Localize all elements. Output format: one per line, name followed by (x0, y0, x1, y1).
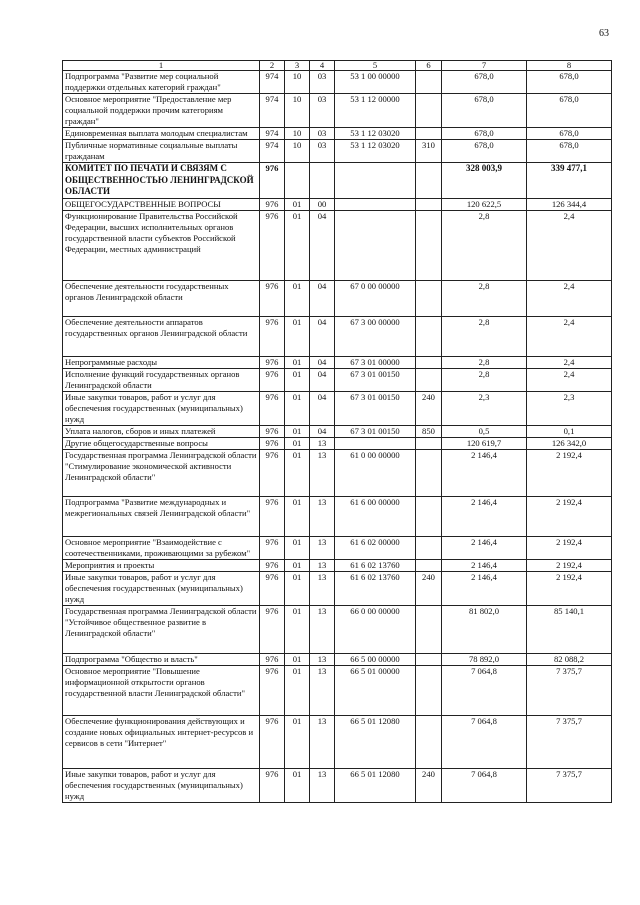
row-subsection-cell: 13 (310, 665, 335, 715)
row-ved-cell: 976 (260, 280, 285, 316)
row-section-cell: 01 (285, 437, 310, 449)
row-subsection-cell: 03 (310, 140, 335, 163)
row-amount-2-cell: 339 477,1 (527, 163, 612, 199)
row-amount-1-cell: 2,8 (442, 356, 527, 368)
row-name-cell: Другие общегосударственные вопросы (63, 437, 260, 449)
row-name-cell: Иные закупки товаров, работ и услуг для обеспечения государственных (муниципальных) нужд (63, 391, 260, 425)
row-subsection-cell: 04 (310, 356, 335, 368)
row-expense-type-cell (416, 94, 442, 128)
row-name-cell: Государственная программа Ленинградской области "Устойчивое общественное развитие в Ленинградской области" (63, 605, 260, 653)
row-expense-type-cell (416, 536, 442, 559)
row-section-cell: 01 (285, 280, 310, 316)
table-row (63, 425, 612, 437)
row-ved-cell: 976 (260, 536, 285, 559)
row-expense-type-cell: 240 (416, 768, 442, 802)
row-section-cell: 10 (285, 128, 310, 140)
row-section-cell: 01 (285, 496, 310, 536)
row-subsection-cell: 13 (310, 536, 335, 559)
table-row (63, 536, 612, 559)
row-section-cell: 10 (285, 94, 310, 128)
row-expense-type-cell (416, 715, 442, 768)
row-section-cell: 01 (285, 391, 310, 425)
row-amount-1-cell: 678,0 (442, 140, 527, 163)
row-subsection-cell: 13 (310, 496, 335, 536)
row-section-cell: 01 (285, 210, 310, 280)
table-row (63, 559, 612, 571)
row-target-article-cell: 66 5 01 12080 (335, 768, 416, 802)
row-target-article-cell: 53 1 12 03020 (335, 140, 416, 163)
row-ved-cell: 976 (260, 437, 285, 449)
row-name-cell: Основное мероприятие "Предоставление мер социальной поддержки прочим категориям граждан" (63, 94, 260, 128)
row-ved-cell: 974 (260, 94, 285, 128)
row-subsection-cell: 04 (310, 280, 335, 316)
row-amount-1-cell: 2,8 (442, 210, 527, 280)
row-target-article-cell: 61 6 02 13760 (335, 571, 416, 605)
row-amount-2-cell: 2 192,4 (527, 536, 612, 559)
row-subsection-cell: 13 (310, 715, 335, 768)
row-amount-1-cell: 120 622,5 (442, 198, 527, 210)
row-section-cell: 01 (285, 768, 310, 802)
row-ved-cell: 976 (260, 449, 285, 496)
header-cell: 8 (527, 61, 612, 71)
row-name-cell: Уплата налогов, сборов и иных платежей (63, 425, 260, 437)
row-amount-1-cell: 7 064,8 (442, 665, 527, 715)
row-ved-cell: 974 (260, 140, 285, 163)
row-subsection-cell: 04 (310, 391, 335, 425)
row-amount-1-cell: 678,0 (442, 128, 527, 140)
row-ved-cell: 976 (260, 653, 285, 665)
row-amount-1-cell: 2,3 (442, 391, 527, 425)
row-amount-2-cell: 126 344,4 (527, 198, 612, 210)
row-name-cell: Обеспечение деятельности государственных органов Ленинградской области (63, 280, 260, 316)
header-cell: 6 (416, 61, 442, 71)
row-target-article-cell (335, 163, 416, 199)
row-section-cell: 01 (285, 653, 310, 665)
row-amount-2-cell: 82 088,2 (527, 653, 612, 665)
row-ved-cell: 976 (260, 368, 285, 391)
row-amount-2-cell: 7 375,7 (527, 768, 612, 802)
table-row (63, 571, 612, 605)
table-row (63, 163, 612, 199)
table-row (63, 437, 612, 449)
row-amount-2-cell: 0,1 (527, 425, 612, 437)
header-cell: 1 (63, 61, 260, 71)
row-amount-2-cell: 2,4 (527, 368, 612, 391)
row-subsection-cell: 03 (310, 94, 335, 128)
row-amount-1-cell: 2 146,4 (442, 449, 527, 496)
header-cell: 3 (285, 61, 310, 71)
row-target-article-cell (335, 437, 416, 449)
table-row (63, 715, 612, 768)
row-amount-1-cell: 2 146,4 (442, 536, 527, 559)
row-target-article-cell (335, 210, 416, 280)
table-row (63, 356, 612, 368)
row-name-cell: Исполнение функций государственных органов Ленинградской области (63, 368, 260, 391)
row-target-article-cell: 53 1 12 00000 (335, 94, 416, 128)
row-amount-2-cell: 2,4 (527, 316, 612, 356)
row-section-cell: 01 (285, 449, 310, 496)
row-target-article-cell: 67 3 01 00000 (335, 356, 416, 368)
row-expense-type-cell (416, 356, 442, 368)
budget-table (62, 60, 612, 803)
row-amount-1-cell: 81 802,0 (442, 605, 527, 653)
row-ved-cell: 976 (260, 425, 285, 437)
table-row (63, 94, 612, 128)
row-section-cell: 01 (285, 559, 310, 571)
row-subsection-cell: 04 (310, 368, 335, 391)
table-row (63, 140, 612, 163)
row-ved-cell: 976 (260, 768, 285, 802)
row-amount-2-cell: 2 192,4 (527, 559, 612, 571)
row-name-cell: Функционирование Правительства Российской Федерации, высших исполнительных органов государственной власти субъектов Российской Федерации, местных администраций (63, 210, 260, 280)
table-row (63, 128, 612, 140)
row-subsection-cell: 13 (310, 605, 335, 653)
row-ved-cell: 976 (260, 163, 285, 199)
row-amount-2-cell: 2,4 (527, 356, 612, 368)
row-amount-1-cell: 7 064,8 (442, 715, 527, 768)
row-subsection-cell: 04 (310, 210, 335, 280)
row-target-article-cell: 66 5 01 12080 (335, 715, 416, 768)
row-target-article-cell: 67 3 00 00000 (335, 316, 416, 356)
row-subsection-cell: 13 (310, 437, 335, 449)
row-target-article-cell: 61 0 00 00000 (335, 449, 416, 496)
row-section-cell (285, 163, 310, 199)
row-section-cell: 01 (285, 605, 310, 653)
row-expense-type-cell (416, 128, 442, 140)
row-name-cell: Иные закупки товаров, работ и услуг для обеспечения государственных (муниципальных) нужд (63, 571, 260, 605)
row-amount-2-cell: 2 192,4 (527, 449, 612, 496)
row-target-article-cell: 67 3 01 00150 (335, 425, 416, 437)
row-amount-2-cell: 2,4 (527, 210, 612, 280)
row-name-cell: Мероприятия и проекты (63, 559, 260, 571)
row-expense-type-cell (416, 210, 442, 280)
row-subsection-cell: 00 (310, 198, 335, 210)
row-amount-2-cell: 2,3 (527, 391, 612, 425)
row-expense-type-cell: 850 (416, 425, 442, 437)
row-ved-cell: 976 (260, 559, 285, 571)
row-section-cell: 01 (285, 571, 310, 605)
row-amount-2-cell: 7 375,7 (527, 715, 612, 768)
table-row (63, 280, 612, 316)
row-amount-1-cell: 2,8 (442, 368, 527, 391)
row-name-cell: Подпрограмма "Общество и власть" (63, 653, 260, 665)
row-amount-1-cell: 2 146,4 (442, 571, 527, 605)
row-ved-cell: 976 (260, 316, 285, 356)
row-amount-1-cell: 2,8 (442, 316, 527, 356)
row-amount-1-cell: 2 146,4 (442, 496, 527, 536)
row-expense-type-cell (416, 559, 442, 571)
row-amount-2-cell: 126 342,0 (527, 437, 612, 449)
row-name-cell: КОМИТЕТ ПО ПЕЧАТИ И СВЯЗЯМ С ОБЩЕСТВЕННОСТЬЮ ЛЕНИНГРАДСКОЙ ОБЛАСТИ (63, 163, 260, 199)
row-ved-cell: 976 (260, 391, 285, 425)
row-target-article-cell: 67 0 00 00000 (335, 280, 416, 316)
row-target-article-cell: 61 6 00 00000 (335, 496, 416, 536)
row-amount-2-cell: 2 192,4 (527, 571, 612, 605)
row-target-article-cell: 61 6 02 13760 (335, 559, 416, 571)
row-amount-1-cell: 0,5 (442, 425, 527, 437)
row-section-cell: 01 (285, 715, 310, 768)
row-ved-cell: 974 (260, 128, 285, 140)
row-expense-type-cell (416, 653, 442, 665)
table-row (63, 768, 612, 802)
row-ved-cell: 974 (260, 71, 285, 94)
row-amount-1-cell: 678,0 (442, 71, 527, 94)
row-target-article-cell: 67 3 01 00150 (335, 391, 416, 425)
header-row (63, 61, 612, 71)
row-subsection-cell: 13 (310, 559, 335, 571)
row-target-article-cell: 66 0 00 00000 (335, 605, 416, 653)
row-ved-cell: 976 (260, 571, 285, 605)
row-amount-1-cell: 78 892,0 (442, 653, 527, 665)
row-amount-1-cell: 328 003,9 (442, 163, 527, 199)
row-name-cell: Основное мероприятие "Повышение информационной открытости органов государственной власти Ленинградской области" (63, 665, 260, 715)
row-ved-cell: 976 (260, 665, 285, 715)
row-ved-cell: 976 (260, 496, 285, 536)
table-row (63, 316, 612, 356)
row-target-article-cell: 53 1 00 00000 (335, 71, 416, 94)
row-section-cell: 01 (285, 425, 310, 437)
row-amount-2-cell: 678,0 (527, 140, 612, 163)
row-amount-2-cell: 678,0 (527, 128, 612, 140)
row-expense-type-cell (416, 280, 442, 316)
row-section-cell: 01 (285, 198, 310, 210)
row-subsection-cell: 13 (310, 449, 335, 496)
header-cell: 2 (260, 61, 285, 71)
row-ved-cell: 976 (260, 210, 285, 280)
row-name-cell: ОБЩЕГОСУДАРСТВЕННЫЕ ВОПРОСЫ (63, 198, 260, 210)
row-amount-2-cell: 2,4 (527, 280, 612, 316)
row-amount-1-cell: 7 064,8 (442, 768, 527, 802)
table-row (63, 605, 612, 653)
row-expense-type-cell (416, 437, 442, 449)
row-expense-type-cell (416, 496, 442, 536)
table-row (63, 391, 612, 425)
row-ved-cell: 976 (260, 356, 285, 368)
row-section-cell: 01 (285, 536, 310, 559)
row-amount-1-cell: 2,8 (442, 280, 527, 316)
row-expense-type-cell (416, 665, 442, 715)
row-amount-2-cell: 2 192,4 (527, 496, 612, 536)
row-target-article-cell: 61 6 02 00000 (335, 536, 416, 559)
row-amount-1-cell: 2 146,4 (442, 559, 527, 571)
row-section-cell: 01 (285, 368, 310, 391)
row-expense-type-cell (416, 449, 442, 496)
row-target-article-cell: 66 5 01 00000 (335, 665, 416, 715)
row-name-cell: Обеспечение деятельности аппаратов государственных органов Ленинградской области (63, 316, 260, 356)
row-ved-cell: 976 (260, 605, 285, 653)
row-amount-1-cell: 678,0 (442, 94, 527, 128)
row-section-cell: 01 (285, 316, 310, 356)
row-expense-type-cell (416, 605, 442, 653)
row-target-article-cell: 53 1 12 03020 (335, 128, 416, 140)
table-row (63, 449, 612, 496)
row-name-cell: Единовременная выплата молодым специалистам (63, 128, 260, 140)
table-row (63, 210, 612, 280)
row-subsection-cell: 03 (310, 128, 335, 140)
row-ved-cell: 976 (260, 198, 285, 210)
row-name-cell: Непрограммные расходы (63, 356, 260, 368)
row-name-cell: Обеспечение функционирования действующих и создание новых официальных интернет-ресурсов и сервисов в сети "Интернет" (63, 715, 260, 768)
row-name-cell: Иные закупки товаров, работ и услуг для обеспечения государственных (муниципальных) нужд (63, 768, 260, 802)
row-subsection-cell: 13 (310, 653, 335, 665)
page-number: 63 (599, 28, 609, 39)
row-subsection-cell: 03 (310, 71, 335, 94)
header-cell: 4 (310, 61, 335, 71)
row-section-cell: 01 (285, 665, 310, 715)
row-expense-type-cell (416, 316, 442, 356)
row-amount-1-cell: 120 619,7 (442, 437, 527, 449)
row-expense-type-cell: 310 (416, 140, 442, 163)
row-name-cell: Основное мероприятие "Взаимодействие с соотечественниками, проживающими за рубежом" (63, 536, 260, 559)
row-section-cell: 10 (285, 140, 310, 163)
table-row (63, 653, 612, 665)
row-expense-type-cell (416, 198, 442, 210)
row-target-article-cell: 67 3 01 00150 (335, 368, 416, 391)
row-amount-2-cell: 7 375,7 (527, 665, 612, 715)
table-row (63, 71, 612, 94)
row-amount-2-cell: 678,0 (527, 94, 612, 128)
row-name-cell: Публичные нормативные социальные выплаты гражданам (63, 140, 260, 163)
row-ved-cell: 976 (260, 715, 285, 768)
row-target-article-cell: 66 5 00 00000 (335, 653, 416, 665)
row-amount-2-cell: 678,0 (527, 71, 612, 94)
row-name-cell: Подпрограмма "Развитие международных и межрегиональных связей Ленинградской области" (63, 496, 260, 536)
row-subsection-cell: 13 (310, 571, 335, 605)
row-subsection-cell: 04 (310, 316, 335, 356)
header-cell: 7 (442, 61, 527, 71)
row-name-cell: Государственная программа Ленинградской области "Стимулирование экономической активности Ленинградской области" (63, 449, 260, 496)
table-row (63, 198, 612, 210)
row-name-cell: Подпрограмма "Развитие мер социальной поддержки отдельных категорий граждан" (63, 71, 260, 94)
row-section-cell: 01 (285, 356, 310, 368)
header-cell: 5 (335, 61, 416, 71)
row-subsection-cell (310, 163, 335, 199)
table-row (63, 665, 612, 715)
row-subsection-cell: 13 (310, 768, 335, 802)
row-expense-type-cell (416, 368, 442, 391)
row-expense-type-cell: 240 (416, 571, 442, 605)
row-section-cell: 10 (285, 71, 310, 94)
table-row (63, 368, 612, 391)
row-expense-type-cell: 240 (416, 391, 442, 425)
row-target-article-cell (335, 198, 416, 210)
row-amount-2-cell: 85 140,1 (527, 605, 612, 653)
row-expense-type-cell (416, 163, 442, 199)
table-row (63, 496, 612, 536)
row-expense-type-cell (416, 71, 442, 94)
row-subsection-cell: 04 (310, 425, 335, 437)
